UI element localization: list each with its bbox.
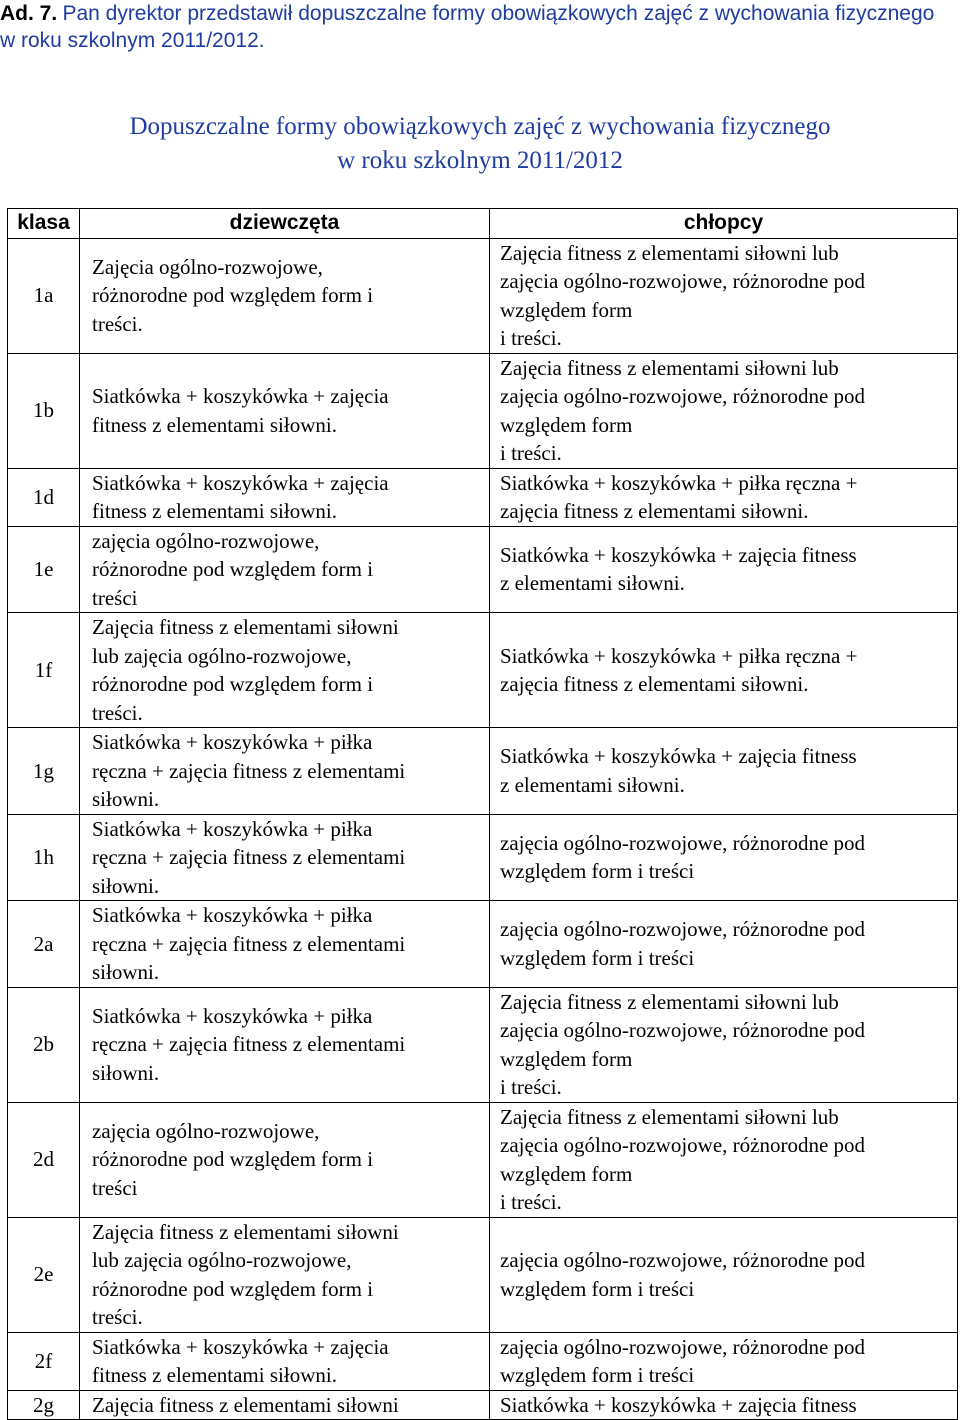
girls-line: fitness z elementami siłowni. [92, 499, 337, 523]
boys-line: zajęcia ogólno-rozwojowe, różnorodne pod [500, 1334, 866, 1359]
boys-line: zajęcia ogólno-rozwojowe, różnorodne pod [500, 384, 866, 408]
table-row [8, 987, 958, 1102]
boys-cell [490, 526, 958, 613]
class-cell: 2g [8, 1390, 80, 1420]
table-row [8, 901, 958, 988]
boys-line: względem form [500, 1161, 633, 1186]
girls-line: różnorodne pod względem form i [92, 1147, 374, 1172]
girls-line: fitness z elementami siłowni. [92, 1363, 337, 1387]
class-cell: 2f [8, 1332, 80, 1390]
girls-line: różnorodne pod względem form i [92, 1276, 374, 1301]
boys-line: zajęcia ogólno-rozwojowe, różnorodne pod [500, 830, 866, 855]
intro-paragraph [0, 0, 950, 54]
boys-line: Siatkówka + koszykówka + zajęcia fitness [500, 744, 857, 769]
girls-line: Zajęcia ogólno-rozwojowe, [92, 254, 323, 279]
girls-line: różnorodne pod względem form i [92, 672, 374, 696]
boys-line: względem form [500, 297, 633, 322]
girls-cell [80, 728, 490, 815]
boys-line: i treści. [500, 1075, 562, 1099]
boys-line: względem form i treści [500, 945, 695, 970]
girls-line: Siatkówka + koszykówka + zajęcia [92, 470, 389, 495]
boys-line: Zajęcia fitness z elementami siłowni lub [500, 240, 839, 265]
girls-line: ręczna + zajęcia fitness z elementami [92, 1032, 406, 1057]
girls-line: lub zajęcia ogólno-rozwojowe, [92, 643, 352, 668]
boys-line: i treści. [500, 1190, 562, 1214]
table-row [8, 1217, 958, 1332]
class-cell: 2a [8, 901, 80, 988]
girls-line: ręczna + zajęcia fitness z elementami [92, 931, 406, 956]
girls-line: Zajęcia fitness z elementami siłowni [92, 1392, 399, 1417]
header-dziewczeta: dziewczęta [80, 209, 490, 239]
girls-line: siłowni. [92, 960, 160, 984]
table-row [8, 353, 958, 468]
girls-line: Zajęcia fitness z elementami siłowni [92, 1219, 399, 1244]
boys-line: Siatkówka + koszykówka + piłka ręczna + [500, 470, 858, 495]
table-row [8, 1332, 958, 1390]
girls-line: ręczna + zajęcia fitness z elementami [92, 845, 406, 869]
class-cell: 1d [8, 468, 80, 526]
boys-line: względem form [500, 412, 633, 437]
table-row [8, 728, 958, 815]
girls-line: treści [92, 585, 138, 610]
girls-line: siłowni. [92, 873, 160, 898]
girls-cell [80, 1217, 490, 1332]
girls-line: ręczna + zajęcia fitness z elementami [92, 758, 406, 783]
boys-cell [490, 901, 958, 988]
girls-line: Zajęcia fitness z elementami siłowni [92, 615, 399, 639]
header-klasa: klasa [8, 209, 80, 239]
boys-line: i treści. [500, 326, 562, 350]
girls-line: treści. [92, 1305, 143, 1329]
girls-cell [80, 1102, 490, 1217]
heading-line-2: w roku szkolnym 2011/2012 [337, 147, 623, 174]
boys-line: i treści. [500, 441, 562, 465]
girls-cell [80, 353, 490, 468]
table-row [8, 238, 958, 353]
boys-cell [490, 814, 958, 901]
boys-line: zajęcia ogólno-rozwojowe, różnorodne pod [500, 1133, 866, 1157]
girls-cell [80, 814, 490, 901]
boys-line: zajęcia fitness z elementami siłowni. [500, 672, 809, 696]
girls-line: treści. [92, 700, 143, 725]
girls-cell [80, 468, 490, 526]
girls-line: Siatkówka + koszykówka + piłka [92, 903, 373, 927]
class-cell: 1g [8, 728, 80, 815]
heading-line-1: Dopuszczalne formy obowiązkowych zajęć z wychowania fizycznego [129, 113, 831, 140]
table-row [8, 1102, 958, 1217]
boys-cell [490, 238, 958, 353]
boys-line: względem form [500, 1046, 633, 1071]
boys-cell [490, 613, 958, 728]
intro-text: Pan dyrektor przedstawił dopuszczalne formy obowiązkowych zajęć z wychowania fizycznego w roku szkolnym 2011/2012. [0, 2, 935, 52]
girls-line: treści. [92, 311, 143, 336]
girls-cell [80, 238, 490, 353]
girls-line: siłowni. [92, 1060, 160, 1085]
boys-cell [490, 728, 958, 815]
table-row [8, 526, 958, 613]
girls-cell [80, 526, 490, 613]
table-row [8, 1390, 958, 1420]
boys-line: zajęcia fitness z elementami siłowni. [500, 499, 809, 523]
boys-line: Siatkówka + koszykówka + zajęcia fitness [500, 542, 857, 567]
boys-cell [490, 353, 958, 468]
boys-line: Zajęcia fitness z elementami siłowni lub [500, 989, 839, 1014]
boys-line: Zajęcia fitness z elementami siłowni lub [500, 1104, 839, 1129]
forms-table [7, 208, 958, 1420]
girls-cell [80, 901, 490, 988]
class-cell: 1e [8, 526, 80, 613]
boys-line: zajęcia ogólno-rozwojowe, różnorodne pod [500, 917, 866, 942]
girls-cell [80, 1390, 490, 1420]
girls-cell [80, 613, 490, 728]
boys-line: względem form i treści [500, 859, 695, 884]
class-cell: 2e [8, 1217, 80, 1332]
boys-line: względem form i treści [500, 1276, 695, 1301]
boys-line: z elementami siłowni. [500, 772, 685, 797]
girls-line: zajęcia ogólno-rozwojowe, [92, 1118, 320, 1143]
girls-line: Siatkówka + koszykówka + piłka [92, 816, 373, 841]
class-cell: 1b [8, 353, 80, 468]
girls-line: fitness z elementami siłowni. [92, 412, 337, 437]
boys-cell [490, 1217, 958, 1332]
boys-cell [490, 1102, 958, 1217]
boys-line: Siatkówka + koszykówka + zajęcia fitness [500, 1392, 857, 1417]
class-cell: 1a [8, 238, 80, 353]
girls-line: zajęcia ogólno-rozwojowe, [92, 528, 320, 553]
boys-cell [490, 468, 958, 526]
table-row [8, 814, 958, 901]
boys-line: z elementami siłowni. [500, 571, 685, 596]
class-cell: 2b [8, 987, 80, 1102]
boys-cell [490, 987, 958, 1102]
girls-line: siłowni. [92, 787, 160, 811]
girls-line: Siatkówka + koszykówka + piłka [92, 1003, 373, 1028]
table-row [8, 468, 958, 526]
boys-line: zajęcia ogólno-rozwojowe, różnorodne pod [500, 269, 866, 293]
header-chlopcy: chłopcy [490, 209, 958, 239]
document-heading [0, 110, 960, 178]
boys-line: względem form i treści [500, 1363, 695, 1387]
boys-line: zajęcia ogólno-rozwojowe, różnorodne pod [500, 1248, 866, 1272]
boys-cell [490, 1390, 958, 1420]
table-header-row [8, 209, 958, 239]
boys-cell [490, 1332, 958, 1390]
girls-line: różnorodne pod względem form i [92, 557, 374, 581]
item-number: Ad. 7. [0, 2, 58, 25]
class-cell: 2d [8, 1102, 80, 1217]
girls-line: Siatkówka + koszykówka + piłka [92, 730, 373, 754]
class-cell: 1f [8, 613, 80, 728]
girls-cell [80, 987, 490, 1102]
boys-line: Siatkówka + koszykówka + piłka ręczna + [500, 643, 858, 668]
girls-line: treści [92, 1175, 138, 1200]
table-row [8, 613, 958, 728]
boys-line: Zajęcia fitness z elementami siłowni lub [500, 355, 839, 380]
girls-cell [80, 1332, 490, 1390]
girls-line: Siatkówka + koszykówka + zajęcia [92, 384, 389, 408]
girls-line: lub zajęcia ogólno-rozwojowe, [92, 1248, 352, 1272]
girls-line: Siatkówka + koszykówka + zajęcia [92, 1334, 389, 1359]
boys-line: zajęcia ogólno-rozwojowe, różnorodne pod [500, 1018, 866, 1042]
girls-line: różnorodne pod względem form i [92, 283, 374, 308]
class-cell: 1h [8, 814, 80, 901]
